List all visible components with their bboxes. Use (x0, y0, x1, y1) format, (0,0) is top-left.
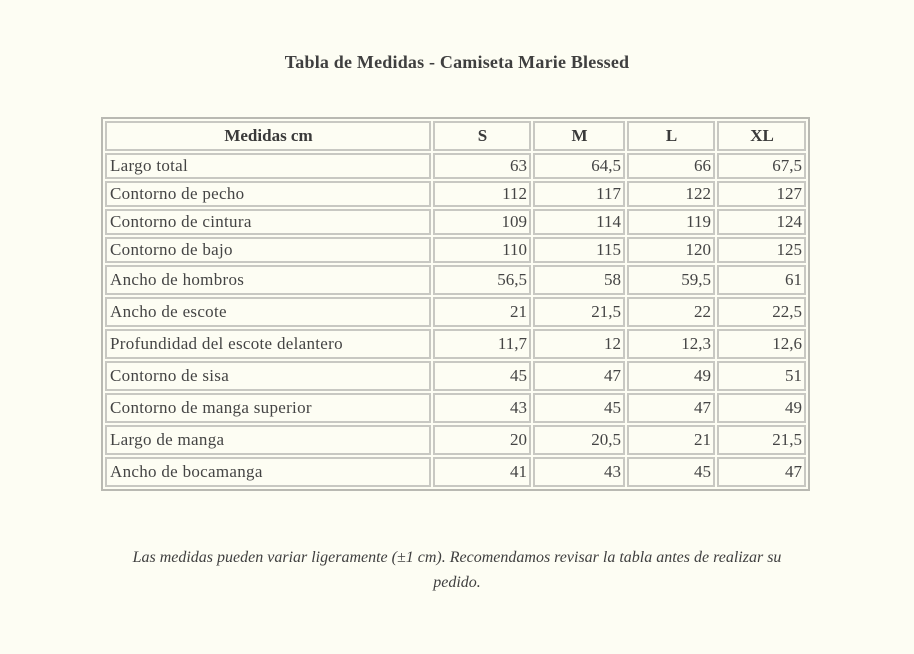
table-cell: 109 (433, 209, 531, 235)
header-measure: Medidas cm (105, 121, 431, 151)
header-size-l: L (627, 121, 715, 151)
table-cell: 20 (433, 425, 531, 455)
disclaimer-note: Las medidas pueden variar ligeramente (±1 cm). Recomendamos revisar la tabla antes de realizar su pedido. (132, 549, 782, 591)
table-cell: 115 (533, 237, 625, 263)
table-row (105, 181, 806, 207)
row-label: Largo total (105, 153, 431, 179)
table-cell: 43 (433, 393, 531, 423)
table-cell: 66 (627, 153, 715, 179)
table-cell: 58 (533, 265, 625, 295)
table-cell: 11,7 (433, 329, 531, 359)
table-cell: 21 (627, 425, 715, 455)
table-row (105, 329, 806, 359)
row-label: Contorno de cintura (105, 209, 431, 235)
table-cell: 12,3 (627, 329, 715, 359)
size-table-container (101, 117, 810, 491)
header-size-xl: XL (717, 121, 806, 151)
header-size-s: S (433, 121, 531, 151)
table-cell: 22,5 (717, 297, 806, 327)
table-body (105, 153, 806, 487)
header-size-m: M (533, 121, 625, 151)
table-cell: 119 (627, 209, 715, 235)
table-cell: 122 (627, 181, 715, 207)
table-cell: 47 (533, 361, 625, 391)
table-row (105, 361, 806, 391)
table-cell: 117 (533, 181, 625, 207)
table-cell: 20,5 (533, 425, 625, 455)
table-row (105, 265, 806, 295)
table-cell: 112 (433, 181, 531, 207)
table-cell: 47 (627, 393, 715, 423)
row-label: Profundidad del escote delantero (105, 329, 431, 359)
table-cell: 43 (533, 457, 625, 487)
table-cell: 12 (533, 329, 625, 359)
table-cell: 114 (533, 209, 625, 235)
table-header-row (105, 121, 806, 151)
table-cell: 110 (433, 237, 531, 263)
table-cell: 21,5 (717, 425, 806, 455)
table-cell: 47 (717, 457, 806, 487)
table-cell: 124 (717, 209, 806, 235)
table-cell: 56,5 (433, 265, 531, 295)
table-row (105, 393, 806, 423)
table-cell: 21,5 (533, 297, 625, 327)
table-cell: 125 (717, 237, 806, 263)
table-cell: 67,5 (717, 153, 806, 179)
row-label: Contorno de bajo (105, 237, 431, 263)
table-row (105, 237, 806, 263)
page-title: Tabla de Medidas - Camiseta Marie Blessed (284, 52, 630, 72)
table-cell: 51 (717, 361, 806, 391)
row-label: Ancho de bocamanga (105, 457, 431, 487)
table-cell: 120 (627, 237, 715, 263)
table-row (105, 153, 806, 179)
row-label: Contorno de pecho (105, 181, 431, 207)
table-cell: 21 (433, 297, 531, 327)
row-label: Contorno de manga superior (105, 393, 431, 423)
table-cell: 127 (717, 181, 806, 207)
table-row (105, 425, 806, 455)
table-cell: 45 (533, 393, 625, 423)
table-row (105, 297, 806, 327)
table-cell: 41 (433, 457, 531, 487)
table-row (105, 209, 806, 235)
table-cell: 22 (627, 297, 715, 327)
table-cell: 61 (717, 265, 806, 295)
row-label: Ancho de hombros (105, 265, 431, 295)
table-row (105, 457, 806, 487)
table-cell: 12,6 (717, 329, 806, 359)
row-label: Ancho de escote (105, 297, 431, 327)
row-label: Contorno de sisa (105, 361, 431, 391)
table-cell: 45 (433, 361, 531, 391)
table-cell: 49 (627, 361, 715, 391)
table-cell: 45 (627, 457, 715, 487)
table-cell: 64,5 (533, 153, 625, 179)
table-cell: 59,5 (627, 265, 715, 295)
table-cell: 63 (433, 153, 531, 179)
size-table (101, 117, 810, 491)
table-cell: 49 (717, 393, 806, 423)
row-label: Largo de manga (105, 425, 431, 455)
